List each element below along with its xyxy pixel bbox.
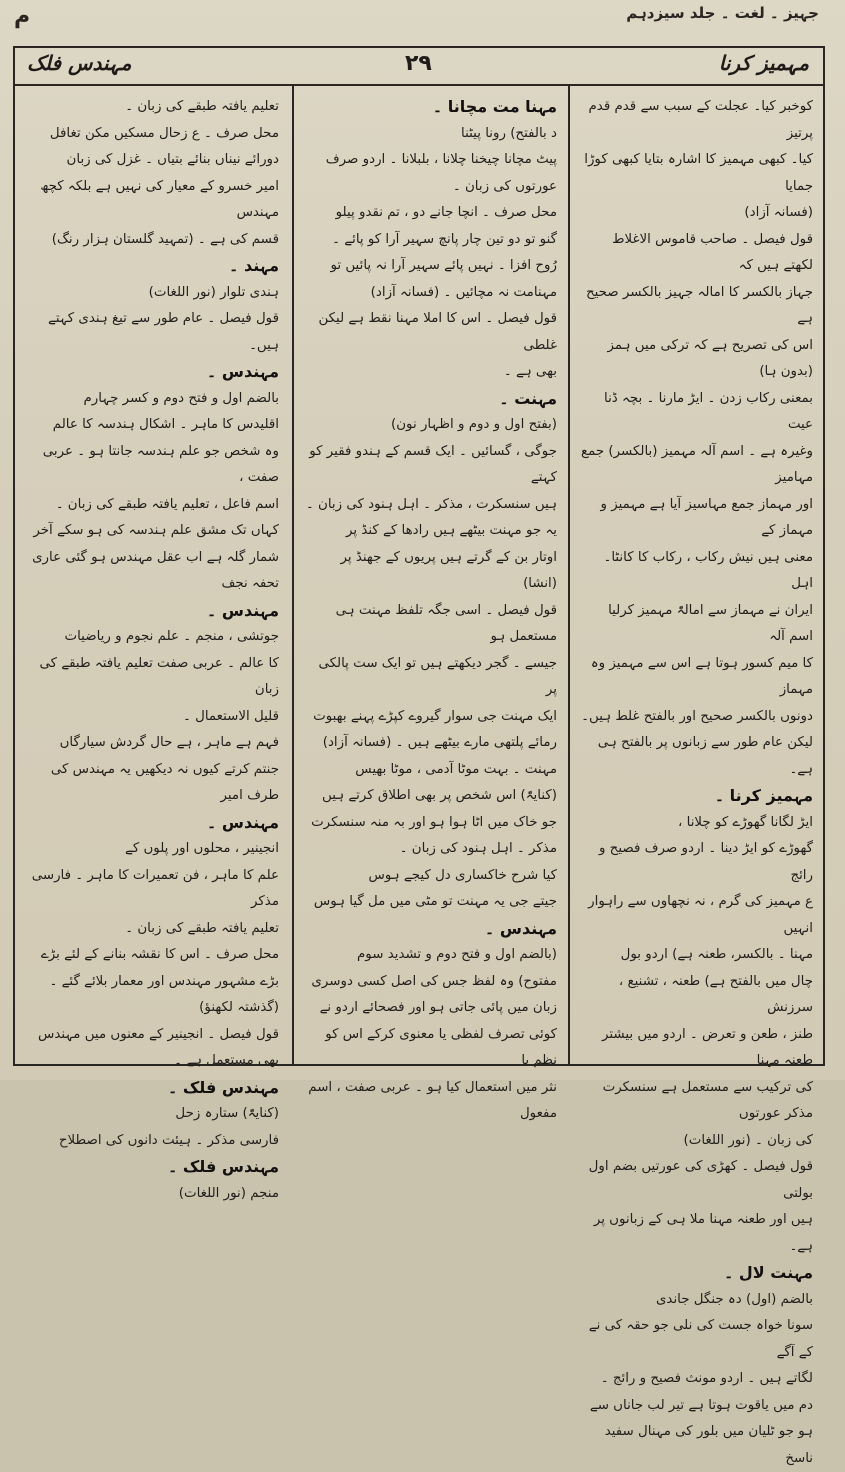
entry-text-line: فارسی مذکر ۔ ہیئت دانوں کی اصطلاح: [58, 1132, 279, 1148]
entry-text-line: قول فیصل ۔ صاحب قاموس الاغلاط لکھتے ہیں کہ: [612, 231, 813, 273]
entry-headword: مہنا مت مچانا ۔: [432, 97, 557, 116]
entry-text-line: عورتوں کی زبان ۔: [452, 178, 557, 194]
entry-headword: مہندس ۔: [484, 918, 557, 938]
entry-text-line: کوخبر کیا۔ عجلت کے سبب سے قدم قدم پرتیز: [588, 99, 813, 141]
entry-text-line: بھی مستعمل ہے ۔: [174, 1053, 279, 1068]
entry-text-line: جیتے جی یہ مہنت تو مٹی میں مل گیا ہوس: [313, 894, 557, 909]
entry-text-line: دونوں بالکسر صحیح اور بالفتح غلط ہیں۔: [581, 708, 813, 724]
entry-text-line: وہ شخص جو علم ہندسہ جانتا ہو ۔ عربی صفت ،: [42, 443, 279, 485]
entry-text-line: کی زبان ۔ (نور اللغات): [683, 1132, 813, 1148]
entry-text-line: اقلیدس کا ماہر ۔ اشکال ہندسہ کا عالم: [52, 417, 279, 432]
entry-text-line: ایران نے مہماز سے امالۃً مہمیز کرلیا اسم آلہ: [608, 602, 813, 644]
entry-text-line: گنو تو دو تین چار پانچ سہیر آرا کو پائے ۔: [332, 231, 557, 247]
entry-text-line: دورائے نیناں بنائے بتیاں ۔ غزل کی زبان: [66, 152, 279, 167]
entry-text-line: ع مہمیز کی گرم ، نہ نچھاوں سے راہوار انہیں: [588, 894, 813, 936]
entry-text-line: گھوڑے کو ایڑ دینا ۔ اردو صرف فصیح و رائج: [598, 841, 813, 883]
page-number: ۲۹: [405, 51, 432, 76]
entry-headword: مہندس ۔: [206, 812, 279, 832]
entry-text-line: (گذشتہ لکھنؤ): [199, 1000, 279, 1015]
entry-text-line: ہیں اور طعنہ مہنا ملا ہی کے زبانوں پر ہے۔: [593, 1212, 813, 1254]
page-frame: [13, 46, 825, 1466]
entry-text-line: اور مہماز جمع مہاسیز آیا ہے مہمیز و مہماز کے: [600, 496, 813, 538]
entry-text-line: قسم کی ہے ۔ (تمہید گلستان ہزار رنگ): [51, 231, 279, 247]
entry-text-line: چال میں بالفتح ہے) طعنہ ، تشنیع ، سرزنش: [618, 973, 813, 1015]
header-row: [15, 48, 823, 86]
entry-text-line: علم کا ماہر ، فن تعمیرات کا ماہر ۔ فارسی مذکر: [31, 867, 279, 909]
entry-text-line: مہنا ۔ بالکسر، طعنہ ہے) اردو بول: [620, 947, 813, 962]
entry-text-line: مہنت ۔ بہت موٹا آدمی ، موٹا بھیس: [355, 761, 557, 777]
entry-text-line: طنز ، طعن و تعرض ۔ اردو میں بیشتر طعنہ مہنا: [601, 1026, 813, 1068]
column-divider: [292, 84, 294, 1064]
entry-text-line: کا عالم ۔ عربی صفت تعلیم یافتہ طبقے کی زبان: [39, 655, 279, 697]
entry-text-line: سونا خواہ جست کی نلی جو حقہ کی نے کے آگے: [588, 1318, 813, 1360]
entry-text-line: دم میں یاقوت ہوتا ہے تیر لب جاناں سے: [589, 1397, 813, 1413]
entry-text-line: لگاتے ہیں ۔ اردو مونث فصیح و رائج ۔: [600, 1371, 813, 1386]
entry-text-line: زبان میں پائی جاتی ہو اور فصحائے اردو نے: [319, 1000, 557, 1015]
entry-text-line: جو خاک میں اٹا ہوا ہو اور بہ منہ سنسکرت: [311, 814, 557, 830]
entry-text-line: قول فیصل ۔ انجینیر کے معنوں میں مہندس: [38, 1026, 279, 1042]
entry-text-line: قول فیصل ۔ اسی جگہ تلفظ مہنت ہی مستعمل ہو: [335, 602, 557, 644]
entry-headword: مہندس فلک ۔: [167, 1077, 279, 1097]
entry-text-line: محل صرف ۔ اس کا نقشہ بنانے کے لئے بڑے: [40, 947, 279, 962]
entry-text-line: ایک مہنت جی سوار گیروے کپڑے پہنے بھبوت: [313, 708, 557, 724]
entry-text-line: بالضم اول و فتح دوم و کسر چہارم: [83, 390, 279, 406]
entry-text-line: کا میم کسور ہوتا ہے اس سے مہمیز وہ مہماز: [590, 655, 813, 697]
entry-text-line: امیر خسرو کے معیار کی نہیں ہے بلکہ کچھ مہندس: [40, 178, 279, 220]
entry-text-line: ایڑ لگانا گھوڑے کو چلانا ،: [678, 814, 813, 830]
entry-text-line: فہم ہے ماہر ، ہے حال گردش سیارگاں: [59, 735, 279, 750]
entry-text-line: منجم (نور اللغات): [178, 1185, 279, 1201]
entry-text-line: رمائے پلتھی مارے بیٹھے ہیں ۔ (فسانہ آزاد): [322, 735, 557, 750]
entry-text-line: بمعنی رکاب زدن ۔ ایڑ مارنا ۔ بچہ ڈنا عیت: [603, 390, 813, 432]
entry-text-line: بھی ہے ۔: [503, 364, 557, 379]
entry-text-line: ہندی تلوار (نور اللغات): [148, 284, 279, 300]
entry-text-line: اوتار بن کے گرتے ہیں پریوں کے جھنڈ پر (انشا): [340, 549, 557, 591]
entry-headword: مہند ۔: [229, 256, 279, 275]
entry-text-line: انجینیر ، محلوں اور پلوں کے: [125, 841, 279, 856]
entry-text-line: جوگی ، گسائیں ۔ ایک قسم کے ہندو فقیر کو کہتے: [309, 443, 557, 485]
entry-text-line: نثر میں استعمال کیا ہو ۔ عربی صفت ، اسم مفعول: [308, 1079, 557, 1121]
entry-text-line: کیا۔ کبھی مہمیز کا اشارہ بتایا کبھی کوڑا جمایا: [584, 152, 813, 194]
entry-text-line: قول فیصل ۔ کھڑی کی عورتیں بضم اول بولتی: [588, 1159, 813, 1201]
entry-text-line: کوئی تصرف لفظی یا معنوی کرکے اس کو نظم یا: [325, 1026, 557, 1068]
entry-text-line: مفتوح) وہ لفظ جس کی اصل کسی دوسری: [311, 973, 557, 989]
entry-text-line: محل صرف ۔ انچا جانے دو ، تم نقدو پیلو: [335, 205, 557, 220]
section-letter: م: [14, 4, 31, 29]
entry-text-line: بالضم (اول) دہ جنگل جاندی: [655, 1291, 813, 1307]
entry-text-line: کہاں تک مشق علم ہندسہ کی ہو سکے آخر: [33, 523, 279, 538]
entry-text-line: ہیں سنسکرت ، مذکر ۔ اہل ہنود کی زبان ۔: [305, 496, 557, 512]
entry-text-line: لیکن عام طور سے زبانوں پر بالفتح ہی ہے۔: [597, 735, 813, 777]
first-headword: مہمیز کرنا: [718, 51, 809, 75]
entry-headword: مہندس ۔: [206, 362, 279, 381]
entry-headword: مہنت ۔: [499, 388, 557, 408]
entry-text-line: (فسانہ آزاد): [744, 205, 813, 220]
entry-text-line: وغیرہ ہے ۔ اسم آلہ مہمیز (بالکسر) جمع مہامیز: [581, 443, 813, 485]
entry-text-line: معنی ہیں نیش رکاب ، رکاب کا کانٹا۔ اہل: [603, 549, 813, 591]
entry-text-line: تعلیم یافتہ طبقے کی زبان ۔: [125, 99, 279, 114]
entry-text-line: کی ترکیب سے مستعمل ہے سنسکرت مذکر عورتوں: [602, 1079, 813, 1121]
entry-headword: مہنت لال ۔: [723, 1263, 813, 1282]
entry-text-line: رُوح افزا ۔ نہیں پائے سہیر آرا نہ پائیں تو: [330, 258, 557, 273]
entry-text-line: (بالضم اول و فتح دوم و تشدید سوم: [357, 947, 557, 962]
entry-text-line: کیا شرح خاکساری دل کیجے ہوس: [368, 867, 557, 883]
entry-text-line: پیٹ مچانا چیخنا چلانا ، بلبلانا ۔ اردو صرف: [325, 152, 557, 167]
column-middle: [297, 88, 567, 1121]
column-right: [573, 88, 823, 1466]
entry-text-line: جیسے ۔ گجر دیکھتے ہیں تو ایک ست پالکی پر: [318, 655, 557, 697]
entry-text-line: (کنایۃً) ستارہ زحل: [175, 1106, 279, 1121]
entry-text-line: اس کی تصریح ہے کہ ترکی میں ہمز (بدون ہا): [607, 337, 813, 379]
entry-text-line: جوتشی ، منجم ۔ علم نجوم و ریاضیات: [64, 629, 279, 644]
entry-text-line: قول فیصل ۔ عام طور سے تیغ ہندی کہتے ہیں۔: [47, 311, 279, 353]
entry-text-line: اسم فاعل ، تعلیم یافتہ طبقے کی زبان ۔: [55, 496, 279, 512]
entry-text-line: قول فیصل ۔ اس کا املا مہنا نقط ہے لیکن غلطی: [318, 311, 557, 353]
entry-text-line: جہاز بالکسر کا امالہ جہیز بالکسر صحیح ہے: [585, 284, 813, 326]
entry-text-line: مذکر ۔ اہل ہنود کی زبان ۔: [399, 841, 557, 856]
entry-text-line: د بالفتح) رونا پیٹنا: [461, 125, 557, 141]
entry-text-line: (بفتح اول و دوم و اظہار نون): [391, 417, 557, 432]
entry-text-line: مہنامت نہ مچائیں ۔ (فسانہ آزاد): [370, 284, 557, 300]
entry-headword: مہمیز کرنا ۔: [714, 786, 813, 805]
entry-text-line: شمار گلہ ہے اب عقل مہندس ہو گئی عاری تحفہ نجف: [32, 549, 279, 591]
running-title: جہیز ۔ لغت ۔ جلد سیزدہم: [626, 4, 819, 22]
last-headword: مہندس فلک: [27, 51, 132, 75]
entry-text-line: بڑے مشہور مہندس اور معمار بلائے گئے ۔: [49, 973, 279, 989]
entry-text-line: محل صرف ۔ ع زحال مسکیں مکن تغافل: [49, 125, 279, 141]
entry-headword: مہندس ۔: [206, 600, 279, 620]
column-left: [19, 88, 289, 1201]
column-divider: [568, 84, 570, 1064]
entry-text-line: ہو جو ٹلیان میں بلور کی مہنال سفید ناسخ: [604, 1424, 813, 1466]
entry-text-line: تعلیم یافتہ طبقے کی زبان ۔: [125, 920, 279, 936]
entry-text-line: قلیل الاستعمال ۔: [182, 708, 279, 724]
entry-text-line: یہ جو مہنت بیٹھے ہیں رادھا کے کنڈ پر: [345, 523, 557, 538]
entry-text-line: جنتم کرتے کیوں نہ دیکھیں یہ مہندس کی طرف امیر: [50, 761, 279, 803]
entry-text-line: (کنایۃً) اس شخص پر بھی اطلاق کرتے ہیں: [322, 788, 557, 803]
entry-headword: مہندس فلک ۔: [167, 1157, 279, 1176]
